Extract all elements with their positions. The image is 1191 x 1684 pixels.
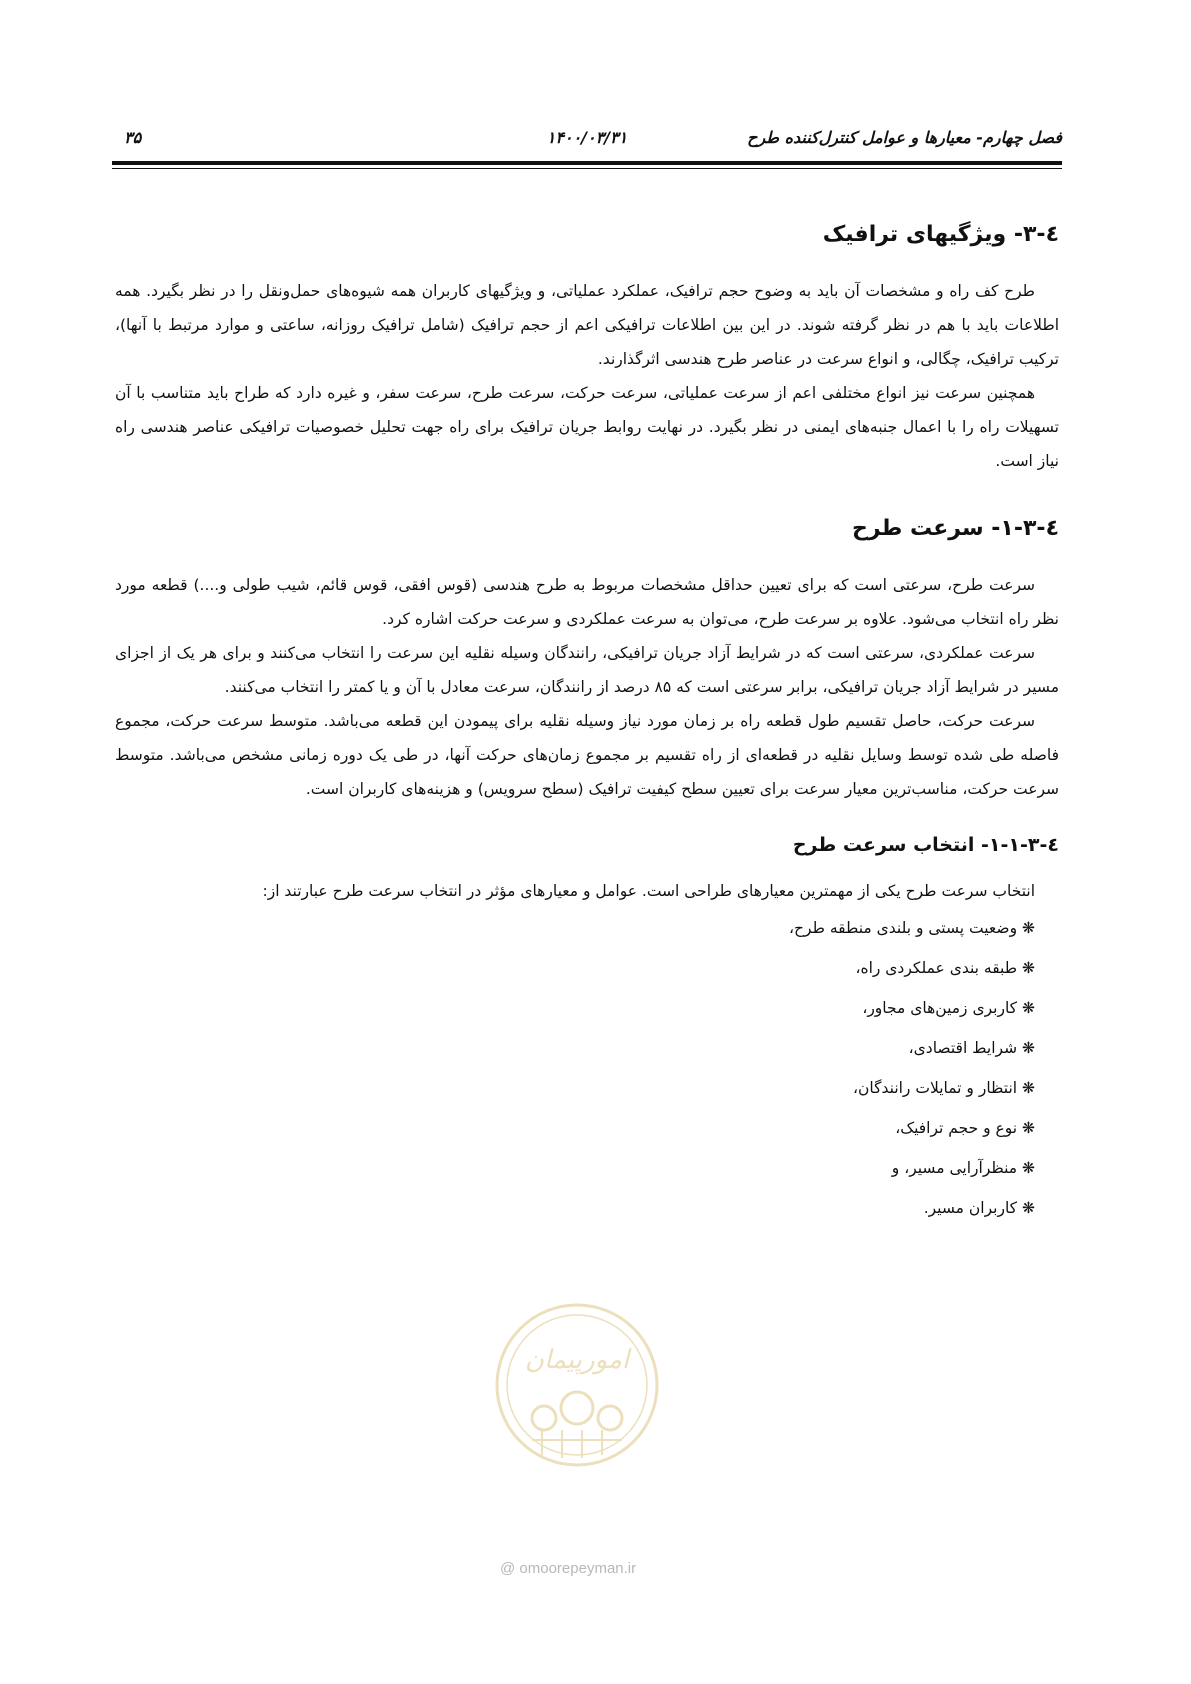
paragraph: سرعت طرح، سرعتی است که برای تعیین حداقل مشخصات مربوط به طرح هندسی (قوس افقی، قوس قائم، شیب طولی و....) قطعه مورد نظر راه انتخاب می‌شود. علاوه بر سرعت طرح، می‌توان به سرعت عملکردی و سرعت حرکت اشاره کرد. bbox=[115, 576, 1059, 628]
bullet-icon: ❋ bbox=[1022, 1199, 1035, 1217]
bullet-icon: ❋ bbox=[1022, 919, 1035, 937]
watermark-logo-icon bbox=[492, 1300, 662, 1470]
page-number: ۳۵ bbox=[124, 128, 142, 147]
bullet-icon: ❋ bbox=[1022, 1039, 1035, 1057]
header-rule-thin bbox=[112, 168, 1062, 169]
list-item: ❋ انتظار و تمایلات رانندگان، bbox=[853, 1079, 1035, 1097]
watermark-url: @ omoorepeyman.ir bbox=[500, 1560, 637, 1577]
list-item: ❋ منظرآرایی مسیر، و bbox=[891, 1159, 1035, 1177]
bullet-icon: ❋ bbox=[1022, 999, 1035, 1017]
chapter-title: فصل چهارم- معیارها و عوامل کنترل‌کننده طرح bbox=[747, 128, 1062, 147]
bullet-icon: ❋ bbox=[1022, 1119, 1035, 1137]
list-item: ❋ وضعیت پستی و بلندی منطقه طرح، bbox=[789, 919, 1035, 937]
list-item: ❋ طبقه بندی عملکردی راه، bbox=[855, 959, 1035, 977]
header-date: ۱۴۰۰/۰۳/۳۱ bbox=[546, 128, 628, 147]
paragraph: همچنین سرعت نیز انواع مختلفی اعم از سرعت عملیاتی، سرعت حرکت، سرعت طرح، سرعت سفر، و غیره دارد که طراح باید متناسب با آن تسهیلات راه را با اعمال جنبه‌های ایمنی در نظر بگیرد. در نهایت روابط جریان ترافیک برای راه جهت تحلیل خصوصیات ترافیکی عناصر هندسی راه نیاز است. bbox=[115, 384, 1059, 470]
subsection-heading: ٤-٣-١- سرعت طرح bbox=[852, 516, 1059, 541]
bullet-icon: ❋ bbox=[1022, 1079, 1035, 1097]
paragraph: طرح کف راه و مشخصات آن باید به وضوح حجم ترافیک، عملکرد عملیاتی، و ویژگیهای کاربران همه شیوه‌های حمل‌ونقل را در نظر بگیرد. همه اطلاعات باید با هم در نظر گرفته شوند. در این بین اطلاعات ترافیکی اعم از حجم ترافیک (شامل ترافیک روزانه، ساعتی و موارد مرتبط با آنها)، ترکیب ترافیک، چگالی، و انواع سرعت در عناصر طرح هندسی اثرگذارند. bbox=[115, 282, 1059, 368]
bullet-icon: ❋ bbox=[1022, 959, 1035, 977]
list-item: ❋ شرایط اقتصادی، bbox=[908, 1039, 1035, 1057]
paragraph: سرعت عملکردی، سرعتی است که در شرایط آزاد جریان ترافیکی، رانندگان وسیله نقلیه این سرعت را انتخاب می‌کنند و برای هر یک از اجزای مسیر در شرایط آزاد جریان ترافیکی، برابر سرعتی است که ۸۵ درصد از رانندگان، سرعت معادل با آن و یا کمتر را انتخاب می‌کنند. bbox=[115, 644, 1059, 696]
list-item: ❋ نوع و حجم ترافیک، bbox=[895, 1119, 1035, 1137]
subsubsection-heading: ٤-٣-١-١- انتخاب سرعت طرح bbox=[792, 834, 1059, 856]
section-heading: ٤-٣- ویژگیهای ترافیک bbox=[822, 222, 1059, 247]
intro-paragraph: انتخاب سرعت طرح یکی از مهمترین معیارهای طراحی است. عوامل و معیارهای مؤثر در انتخاب سرعت طرح عبارتند از: bbox=[262, 882, 1035, 900]
header-rule-thick bbox=[112, 161, 1062, 165]
list-item: ❋ کاربران مسیر. bbox=[923, 1199, 1035, 1217]
bullet-icon: ❋ bbox=[1022, 1159, 1035, 1177]
svg-text:امورپیمان: امورپیمان bbox=[524, 1345, 630, 1375]
paragraph: سرعت حرکت، حاصل تقسیم طول قطعه راه بر زمان مورد نیاز وسیله نقلیه برای پیمودن این قطعه می‌باشد. متوسط سرعت حرکت، مجموع فاصله طی شده توسط وسایل نقلیه در قطعه‌ای از راه تقسیم بر مجموع زمان‌های حرکت آنها، در طی یک دوره زمانی مشخص می‌باشد. متوسط سرعت حرکت، مناسب‌ترین معیار سرعت برای تعیین سطح کیفیت ترافیک (سطح سرویس) و هزینه‌های کاربران است. bbox=[115, 712, 1059, 798]
criteria-list bbox=[115, 908, 1059, 1228]
page-body bbox=[115, 218, 1059, 1228]
page-header bbox=[112, 128, 1062, 154]
list-item: ❋ کاربری زمین‌های مجاور، bbox=[862, 999, 1035, 1017]
